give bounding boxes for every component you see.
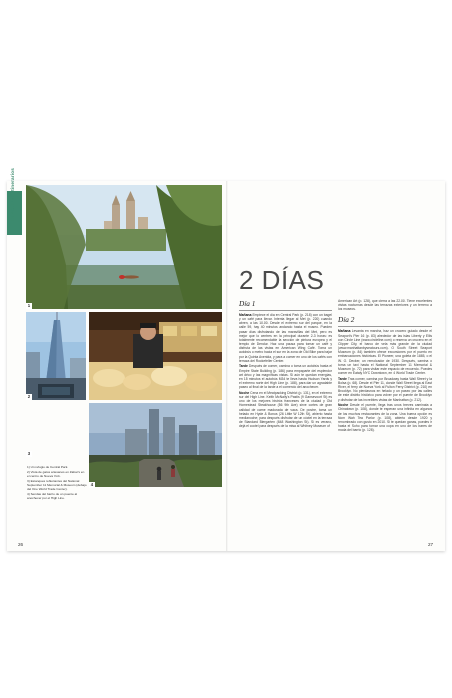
book-spread [7,167,445,551]
caption-2: 2) Vista de gatos artesanos en Zabar's en el centro de Nueva York. [27,470,85,479]
day-1-morning-lead: Mañana [239,313,252,317]
gutter [226,181,228,551]
day-1-continued: American Art (p. 128), que cierra a las 22.00. Tiene excelentes vistas nocturnas desde las terrazas exteriores y un terreno a los museos. [338,299,432,312]
text-column-left [239,299,332,430]
photo-number-3: 3 [27,451,31,456]
photo-number-1: 1 [27,303,31,308]
day-1-evening-text: Cena en el Meatpacking District (p. 131), en el extremo sur del High Line. Keith McNally's Pastis (9 Gansevoort St) es uno de los mejores bistrós franceses de la ciudad y Old Homestead Steakhouse (56 9th Ave) sirve cortes de gran calidad de carne madurada de vaca. De postre, toma un helado en Hyde & Bonus (26 Little W 12th St), abierto hasta medianoche; para después disfrutar de un cóctel en la terraza de Standard Biergarten (848 Washington St). Si es verano, dejá el coctel para después de la misa al Whitney Museum of [239,391,332,429]
day-1-morning-text: Empiece el día en Central Park (p. 218) con un bagel y un café para llevar. Intenta llegar al Met (p. 220) cuando abren, a las 10.00. Desde el extremo sur del parque, en la calle 59, hay 40 minutos andando hasta el museo. Pueden pasar días disfrutando de las maravillas del Met, pero es mejor que lo centres en la principal durante 2-3 horas: es totalmente recomendable la sección de pintura europea y el templo de Dendur. Haz una pausa para tomar un café y disfruta de las vistas en American Wing Café. Toma un autobús o metro hacia el sur en la zona de Old Bike para bajar por la Quinta Avenida, y para a comer en uno de los cafés con terraza del Rockefeller Center. [239,313,332,363]
photo-world-trade-center [26,312,86,400]
caption-1: 1) Un refugio de Central Park. [27,465,69,469]
day-2-afternoon-lead: Tarde [338,376,347,381]
page-number-right: 27 [428,542,434,547]
day-1-afternoon-text: Después de comer, camina o toma un autobús hasta el Empire State Building (p. 186) para empaparte del esplendor art déco y las magníficas vistas. Si aún te quedan energías, en 15 minutos el autobús M34 te lleva hasta Hudson Yards y el extremo norte del High Line (p. 188), para dar un agradable paseo al final de la tarde a el comercio del anochecer. [239,364,332,390]
day-1-evening-lead: Noche [239,391,250,395]
page-title: 2 DÍAS [239,265,325,295]
section-name: DESCUBRE [10,193,15,221]
day-2-morning-text: Levanta en marcha, haz un crucero guiado desde el Seaport's Pier 16 (p. 83) alrededor de las islas Liberty y Ellis con Circle Line (www.circleline.com) o reserva un crucero en el Clipper City, el barco de vela más grande de la ciudad (www.manhattanbyseatours.com). O South Street Seaport Museum (p. 84) también ofrece excursiones por el puerto en embarcaciones históricas. El Pioneer, una goleta de 1885, o el W. O. Decker, un remolcador de 1930. Después, camina o toma un taxi hasta el National September 11 Memorial & Museum (p. 72) para visitar este espacio de recuerdo. Puedes comer en Eataly NYC Downtown, en 4 World Trade Center. [338,329,432,376]
day-2-evening-text: Desde el puente, llega tras unos breves caminata a Chinatown (p. 108), donde te esperan una infinita en algunos de los muchos restaurantes de la zona. Una buena opción es Nom Wah Tea Parlor (p. 108), abierto desde 1920 y renombrado con gusto en 2010. Si te quedan ganas, puedes ir hasta el Soho para tomar una copa en uno de los bares de moda del barrio (p. 128). [338,403,432,433]
photo-zabars-shop [89,312,222,400]
day-2-evening-lead: Noche [338,403,349,408]
day-2-morning [338,329,432,375]
caption-4: 4) Sendas del barrio de un puente al anochecer por el High Line. [27,492,78,501]
text-column-right [338,299,432,434]
photo-number-2: 2 [27,394,31,399]
day-1-afternoon [239,364,332,389]
day-2-afternoon [338,377,432,402]
section-tab-label [10,151,15,221]
section-topic: Itinerarios [10,167,15,193]
day-2-heading: Día 2 [338,315,432,327]
photo-captions [27,466,87,502]
day-1-evening [239,391,332,428]
page-number-left: 26 [18,542,24,547]
day-1-heading: Día 1 [239,299,332,311]
photo-central-park [26,185,222,309]
photo-high-line [89,403,222,487]
photo-number-4: 4 [90,482,94,487]
day-1-morning [239,313,332,363]
day-2-evening [338,403,432,432]
day-1-afternoon-lead: Tarde [239,364,248,369]
day-2-afternoon-text: Tras comer, camina por Broadway hasta Wall Street y la Bolsa (p. 68). Desde el Pier 11, donde Wall Street llega al East River, el ferry de Nueva York al Fulton Ferry District (p. 210) en Brooklyn. No pierdasnos en helado y un paseo por las calles de este distrito histórico para volver por el puente de Brooklyn y disfrutar de las increíbles vistas de Manhattan (p. 212). [338,376,432,402]
caption-3: 3) Estanques reflectantes del National September 11 Memorial & Museum (debajo del One World Trade Center). [27,479,87,492]
day-2-morning-lead: Mañana [338,329,351,334]
